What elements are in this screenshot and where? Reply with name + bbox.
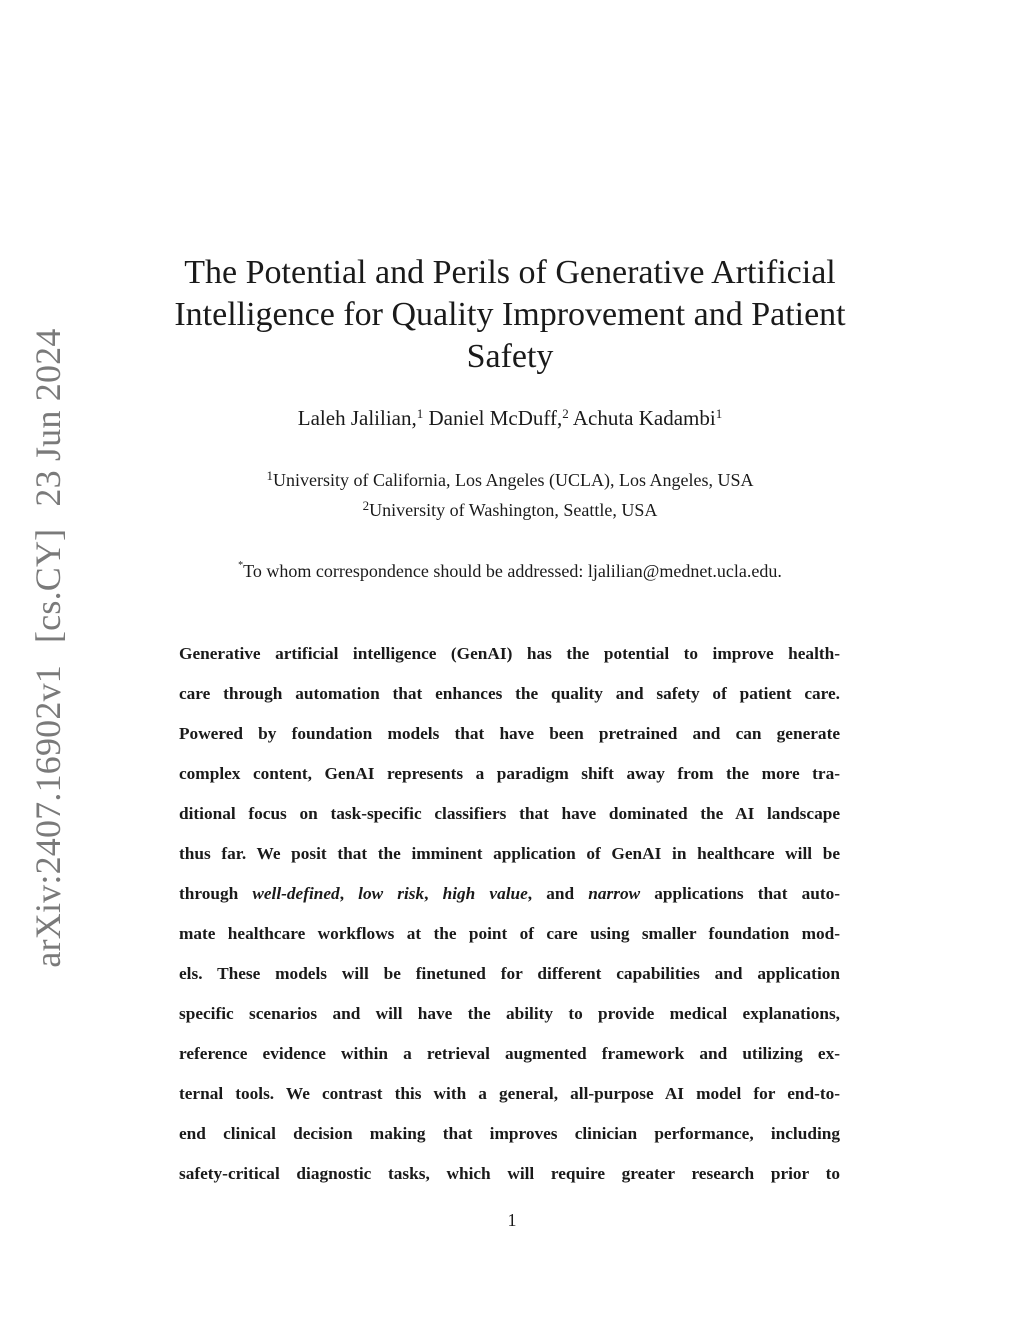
arxiv-side-stamp xyxy=(27,328,69,967)
author-list xyxy=(150,404,870,432)
arxiv-identifier: arXiv:2407.16902v1 xyxy=(28,665,68,968)
affiliation-mark: 2 xyxy=(362,498,370,513)
author-affiliation-mark: 1 xyxy=(416,406,424,421)
abstract-line: reference evidence within a retrieval augmented framework and utilizing ex- xyxy=(179,1044,840,1063)
abstract-line: complex content, GenAI represents a paradigm shift away from the more tra- xyxy=(179,764,840,783)
title-line: Safety xyxy=(466,338,554,375)
abstract-line: els. These models will be finetuned for different capabilities and application xyxy=(179,964,840,983)
abstract-text: , xyxy=(424,884,443,903)
abstract-line: ditional focus on task-specific classifiers that have dominated the AI landscape xyxy=(179,804,840,823)
abstract xyxy=(179,634,840,1194)
author-affiliation-mark: 2 xyxy=(562,406,569,421)
abstract-line: end clinical decision making that improves clinician performance, including xyxy=(179,1124,840,1143)
affiliation-text: University of Washington, Seattle, USA xyxy=(369,500,658,520)
abstract-text: , and xyxy=(527,884,589,903)
title-line: Intelligence for Quality Improvement and Patient xyxy=(174,296,846,333)
author-affiliation-mark: 1 xyxy=(715,406,723,421)
abstract-line: thus far. We posit that the imminent application of GenAI in healthcare will be xyxy=(179,844,840,863)
abstract-line: safety-critical diagnostic tasks, which will require greater research prior to xyxy=(179,1164,840,1183)
correspondence-note xyxy=(150,559,870,583)
correspondence-mark: * xyxy=(238,560,244,571)
emphasis-low-risk: low risk xyxy=(358,884,425,903)
arxiv-date: 23 Jun 2024 xyxy=(28,328,68,507)
abstract-line xyxy=(179,874,840,914)
emphasis-narrow: narrow xyxy=(588,884,641,903)
affiliation xyxy=(150,498,870,522)
abstract-text: applications that auto- xyxy=(640,884,840,903)
abstract-line: Powered by foundation models that have been pretrained and can generate xyxy=(179,724,840,743)
abstract-line: specific scenarios and will have the ability to provide medical explanations, xyxy=(179,1004,840,1023)
arxiv-category: [cs.CY] xyxy=(28,528,68,644)
emphasis-well-defined: well-defined xyxy=(252,884,340,903)
affiliation xyxy=(150,468,870,492)
abstract-line: mate healthcare workflows at the point of care using smaller foundation mod- xyxy=(179,924,840,943)
affiliation-mark: 1 xyxy=(266,468,274,483)
abstract-line: ternal tools. We contrast this with a general, all-purpose AI model for end-to- xyxy=(179,1084,840,1103)
abstract-text: , xyxy=(339,884,359,903)
paper-title xyxy=(150,252,870,378)
abstract-text: through xyxy=(179,884,253,903)
affiliation-text: University of California, Los Angeles (UCLA), Los Angeles, USA xyxy=(273,470,754,490)
abstract-line: Generative artificial intelligence (GenAI) has the potential to improve health- xyxy=(179,644,840,663)
correspondence-text: To whom correspondence should be addressed: ljalilian@mednet.ucla.edu. xyxy=(243,561,782,581)
emphasis-high-value: high value xyxy=(442,884,528,903)
title-line: The Potential and Perils of Generative Artificial xyxy=(184,254,836,291)
author-name: Daniel McDuff, xyxy=(428,406,563,430)
author-name: Laleh Jalilian, xyxy=(297,406,417,430)
author-name: Achuta Kadambi xyxy=(572,406,716,430)
abstract-line: care through automation that enhances the quality and safety of patient care. xyxy=(179,684,840,703)
page-number: 1 xyxy=(507,1210,517,1230)
